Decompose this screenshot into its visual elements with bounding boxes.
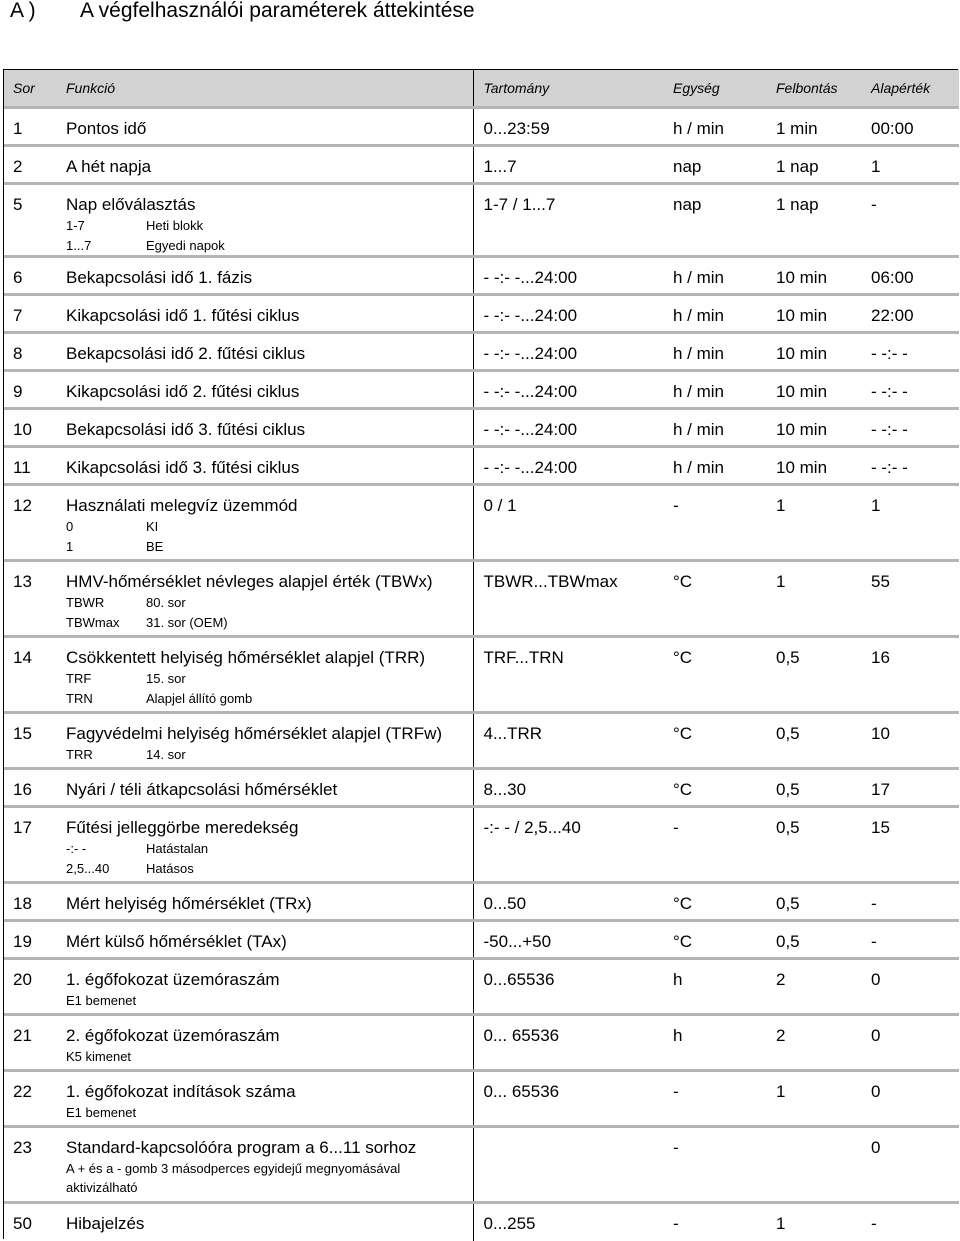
function-label: Kikapcsolási idő 1. fűtési ciklus <box>66 306 300 325</box>
row-unit: h / min <box>659 409 764 447</box>
row-unit: h / min <box>659 108 764 146</box>
row-number: 17 <box>4 807 55 883</box>
row-resolution: 10 min <box>764 371 860 409</box>
header-alapertek: Alapérték <box>860 70 959 108</box>
row-default: 0 <box>860 1127 959 1203</box>
row-resolution: 2 <box>764 959 860 1015</box>
row-unit: - <box>659 1203 764 1241</box>
row-unit: °C <box>659 713 764 769</box>
function-label: Pontos idő <box>66 119 147 138</box>
row-function <box>55 637 473 713</box>
option-key: 1-7 <box>66 218 85 233</box>
header-funkcio: Funkció <box>55 70 473 108</box>
header-tartomany: Tartomány <box>473 70 659 108</box>
row-range: -:- - / 2,5...40 <box>473 807 659 883</box>
row-resolution: 0,5 <box>764 769 860 807</box>
table-header-row <box>4 70 959 108</box>
row-number: 12 <box>4 485 55 561</box>
row-function <box>55 769 473 807</box>
function-label: HMV-hőmérséklet névleges alapjel érték (TBWx) <box>66 572 433 591</box>
row-unit: h / min <box>659 447 764 485</box>
row-unit: °C <box>659 561 764 637</box>
function-label: Bekapcsolási idő 1. fázis <box>66 268 253 287</box>
table-row <box>4 807 959 883</box>
row-number: 20 <box>4 959 55 1015</box>
row-function <box>55 1071 473 1127</box>
table-row <box>4 409 959 447</box>
row-unit: nap <box>659 146 764 184</box>
section-letter: A ) <box>10 0 36 22</box>
row-unit: h <box>659 959 764 1015</box>
table-row <box>4 447 959 485</box>
option-line <box>66 537 473 556</box>
option-value: 31. sor (OEM) <box>146 615 228 630</box>
row-number: 1 <box>4 108 55 146</box>
row-unit: nap <box>659 184 764 257</box>
row-default: - <box>860 921 959 959</box>
option-line <box>66 517 473 536</box>
page-title <box>0 0 960 30</box>
table-row <box>4 1203 959 1241</box>
option-key: TRF <box>66 671 92 686</box>
row-range: - -:- -...24:00 <box>473 447 659 485</box>
row-function <box>55 295 473 333</box>
row-number: 22 <box>4 1071 55 1127</box>
row-default: 0 <box>860 1015 959 1071</box>
row-range: 0... 65536 <box>473 1015 659 1071</box>
row-number: 21 <box>4 1015 55 1071</box>
row-unit: - <box>659 1071 764 1127</box>
table-row <box>4 959 959 1015</box>
row-number: 23 <box>4 1127 55 1203</box>
row-default: 1 <box>860 146 959 184</box>
row-default: - -:- - <box>860 371 959 409</box>
row-function <box>55 807 473 883</box>
row-resolution: 2 <box>764 1015 860 1071</box>
option-value: Hatástalan <box>146 841 209 856</box>
row-resolution: 10 min <box>764 295 860 333</box>
function-label: Mért külső hőmérséklet (TAx) <box>66 932 287 951</box>
row-default: - -:- - <box>860 333 959 371</box>
function-label: Bekapcsolási idő 3. fűtési ciklus <box>66 420 306 439</box>
row-resolution <box>764 1127 860 1203</box>
row-resolution: 0,5 <box>764 637 860 713</box>
row-resolution: 1 <box>764 485 860 561</box>
row-unit: h / min <box>659 257 764 295</box>
row-default: 06:00 <box>860 257 959 295</box>
row-unit: °C <box>659 637 764 713</box>
row-function <box>55 561 473 637</box>
row-function <box>55 1015 473 1071</box>
row-number: 9 <box>4 371 55 409</box>
option-value: KI <box>146 519 159 534</box>
row-function <box>55 184 473 257</box>
option-line <box>66 689 473 708</box>
row-range: 1...7 <box>473 146 659 184</box>
row-number: 7 <box>4 295 55 333</box>
table-row <box>4 1015 959 1071</box>
row-default: 17 <box>860 769 959 807</box>
table-row <box>4 371 959 409</box>
row-number: 5 <box>4 184 55 257</box>
table-row <box>4 333 959 371</box>
option-key: TRN <box>66 691 93 706</box>
row-default: 22:00 <box>860 295 959 333</box>
table-row <box>4 883 959 921</box>
row-default: 0 <box>860 959 959 1015</box>
row-resolution: 10 min <box>764 257 860 295</box>
row-resolution: 1 min <box>764 108 860 146</box>
row-range: 1-7 / 1...7 <box>473 184 659 257</box>
row-function <box>55 1203 473 1241</box>
function-label: Mért helyiség hőmérséklet (TRx) <box>66 894 312 913</box>
row-resolution: 1 <box>764 1203 860 1241</box>
row-function <box>55 409 473 447</box>
row-number: 6 <box>4 257 55 295</box>
row-function <box>55 333 473 371</box>
row-function <box>55 447 473 485</box>
row-unit: h / min <box>659 295 764 333</box>
row-range <box>473 1127 659 1203</box>
row-unit: - <box>659 485 764 561</box>
table-row <box>4 146 959 184</box>
row-number: 13 <box>4 561 55 637</box>
row-resolution: 0,5 <box>764 713 860 769</box>
option-line <box>66 613 473 632</box>
function-label: 2. égőfokozat üzemóraszám <box>66 1026 280 1045</box>
function-label: A hét napja <box>66 157 152 176</box>
row-range: - -:- -...24:00 <box>473 295 659 333</box>
row-function <box>55 485 473 561</box>
row-resolution: 0,5 <box>764 921 860 959</box>
option-value: 15. sor <box>146 671 186 686</box>
row-default: 15 <box>860 807 959 883</box>
function-label: Nap előválasztás <box>66 195 196 214</box>
table-row <box>4 769 959 807</box>
row-range: 0...50 <box>473 883 659 921</box>
table-row <box>4 561 959 637</box>
function-label: 1. égőfokozat üzemóraszám <box>66 970 280 989</box>
table-row <box>4 921 959 959</box>
section-title: A végfelhasználói paraméterek áttekintése <box>80 0 475 22</box>
header-felbontas: Felbontás <box>764 70 860 108</box>
option-line <box>66 236 473 255</box>
row-range: 8...30 <box>473 769 659 807</box>
row-range: 0...23:59 <box>473 108 659 146</box>
row-function <box>55 108 473 146</box>
option-value: BE <box>146 539 164 554</box>
function-label: Standard-kapcsolóóra program a 6...11 sorhoz <box>66 1138 417 1157</box>
function-note: E1 bemenet <box>66 1105 137 1120</box>
option-line <box>66 669 473 688</box>
row-range: 0...255 <box>473 1203 659 1241</box>
table-row <box>4 485 959 561</box>
option-value: 14. sor <box>146 747 186 762</box>
row-default: 10 <box>860 713 959 769</box>
row-number: 15 <box>4 713 55 769</box>
row-range: 0... 65536 <box>473 1071 659 1127</box>
row-default: 55 <box>860 561 959 637</box>
row-default: - <box>860 1203 959 1241</box>
row-unit: h / min <box>659 333 764 371</box>
row-function <box>55 146 473 184</box>
function-note: E1 bemenet <box>66 993 137 1008</box>
row-function <box>55 257 473 295</box>
row-range: 0...65536 <box>473 959 659 1015</box>
row-number: 11 <box>4 447 55 485</box>
table-row <box>4 637 959 713</box>
row-number: 8 <box>4 333 55 371</box>
function-label: Bekapcsolási idő 2. fűtési ciklus <box>66 344 306 363</box>
row-unit: h <box>659 1015 764 1071</box>
header-egyseg: Egység <box>659 70 764 108</box>
option-value: Hatásos <box>146 861 194 876</box>
row-number: 2 <box>4 146 55 184</box>
row-function <box>55 713 473 769</box>
option-key: 1 <box>66 539 74 554</box>
row-range: - -:- -...24:00 <box>473 333 659 371</box>
row-default: 16 <box>860 637 959 713</box>
row-range: - -:- -...24:00 <box>473 257 659 295</box>
option-key: 1...7 <box>66 238 92 253</box>
row-unit: - <box>659 1127 764 1203</box>
row-resolution: 10 min <box>764 333 860 371</box>
row-resolution: 0,5 <box>764 807 860 883</box>
row-default: 00:00 <box>860 108 959 146</box>
row-default: - -:- - <box>860 409 959 447</box>
row-number: 19 <box>4 921 55 959</box>
row-function <box>55 883 473 921</box>
row-default: - -:- - <box>860 447 959 485</box>
row-resolution: 10 min <box>764 447 860 485</box>
option-value: Alapjel állító gomb <box>146 691 253 706</box>
row-default: - <box>860 883 959 921</box>
row-resolution: 1 <box>764 1071 860 1127</box>
row-function <box>55 1127 473 1203</box>
option-key: 2,5...40 <box>66 861 110 876</box>
option-key: TBWR <box>66 595 105 610</box>
row-number: 14 <box>4 637 55 713</box>
function-label: Fűtési jelleggörbe meredekség <box>66 818 299 837</box>
row-range: - -:- -...24:00 <box>473 371 659 409</box>
table-row <box>4 295 959 333</box>
row-unit: - <box>659 807 764 883</box>
row-default: 1 <box>860 485 959 561</box>
row-unit: °C <box>659 883 764 921</box>
row-resolution: 10 min <box>764 409 860 447</box>
table-row <box>4 713 959 769</box>
function-label: Nyári / téli átkapcsolási hőmérséklet <box>66 780 338 799</box>
function-label: Fagyvédelmi helyiség hőmérséklet alapjel (TRFw) <box>66 724 443 743</box>
option-line <box>66 593 473 612</box>
option-key: TBWmax <box>66 615 120 630</box>
option-value: Heti blokk <box>146 218 204 233</box>
row-number: 16 <box>4 769 55 807</box>
row-default: - <box>860 184 959 257</box>
row-range: TRF...TRN <box>473 637 659 713</box>
row-unit: h / min <box>659 371 764 409</box>
function-label: Használati melegvíz üzemmód <box>66 496 298 515</box>
option-line <box>66 839 473 858</box>
table-row <box>4 1071 959 1127</box>
function-note: A + és a - gomb 3 másodperces egyidejű megnyomásával aktivizálható <box>66 1161 401 1195</box>
row-function <box>55 371 473 409</box>
row-resolution: 1 nap <box>764 184 860 257</box>
option-line <box>66 859 473 878</box>
row-range: TBWR...TBWmax <box>473 561 659 637</box>
table-row <box>4 257 959 295</box>
function-label: Hibajelzés <box>66 1214 145 1233</box>
option-value: Egyedi napok <box>146 238 225 253</box>
row-function <box>55 959 473 1015</box>
row-range: 0 / 1 <box>473 485 659 561</box>
function-label: Kikapcsolási idő 2. fűtési ciklus <box>66 382 300 401</box>
row-resolution: 1 <box>764 561 860 637</box>
row-range: - -:- -...24:00 <box>473 409 659 447</box>
table-row <box>4 184 959 257</box>
table-row <box>4 1127 959 1203</box>
row-resolution: 0,5 <box>764 883 860 921</box>
option-value: 80. sor <box>146 595 186 610</box>
row-resolution: 1 nap <box>764 146 860 184</box>
option-line <box>66 745 473 764</box>
function-label: Csökkentett helyiség hőmérséklet alapjel (TRR) <box>66 648 426 667</box>
option-line <box>66 216 473 235</box>
row-number: 18 <box>4 883 55 921</box>
row-range: -50...+50 <box>473 921 659 959</box>
parameter-table <box>3 69 958 1239</box>
row-unit: °C <box>659 921 764 959</box>
option-key: TRR <box>66 747 93 762</box>
row-number: 10 <box>4 409 55 447</box>
header-sor: Sor <box>4 70 55 108</box>
function-note: K5 kimenet <box>66 1049 132 1064</box>
row-function <box>55 921 473 959</box>
row-unit: °C <box>659 769 764 807</box>
row-number: 50 <box>4 1203 55 1241</box>
row-default: 0 <box>860 1071 959 1127</box>
table-row <box>4 108 959 146</box>
function-label: 1. égőfokozat indítások száma <box>66 1082 296 1101</box>
option-key: 0 <box>66 519 74 534</box>
function-label: Kikapcsolási idő 3. fűtési ciklus <box>66 458 300 477</box>
option-key: -:- - <box>66 841 87 856</box>
row-range: 4...TRR <box>473 713 659 769</box>
